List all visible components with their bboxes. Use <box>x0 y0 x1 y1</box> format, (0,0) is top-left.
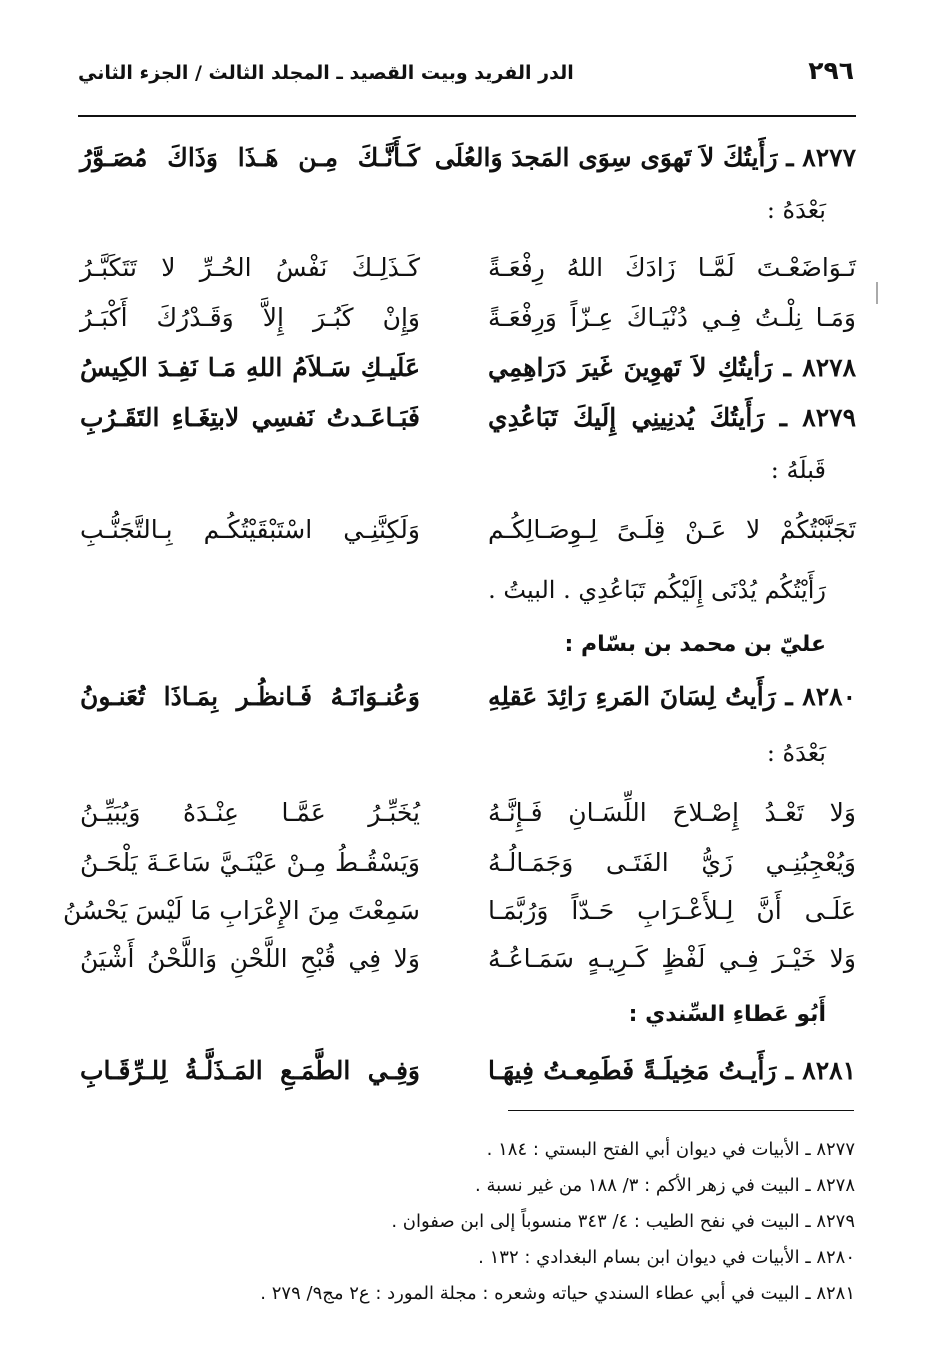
footnote: ٨٢٨٠ ـ الأبيات في ديوان ابن بسام البغدادي : ١٣٢ . <box>478 1247 855 1268</box>
poet-name: عليّ بن محمد بن بسّام : <box>564 632 826 657</box>
second-hemistich: سَمِعْتَ مِنَ الإِعْرَابِ مَا لَيْسَ يَحْسُنُ <box>62 896 420 925</box>
prose-line <box>80 565 856 615</box>
poet-name: أَبُو عَطاءِ السِّندي : <box>628 1002 826 1027</box>
second-hemistich: يُخَبِّـرُ عَمَّـا عِنْـدَهُ وَيُبَيِّـنُ <box>80 798 420 827</box>
label-text: بَعْدَهُ : <box>766 739 826 767</box>
verse-8278 <box>80 343 856 393</box>
verse-line <box>80 934 856 984</box>
footnote: ٨٢٧٩ ـ البيت في نفح الطيب : ٤/ ٣٤٣ منسوباً إلى ابن صفوان . <box>391 1211 855 1232</box>
second-hemistich: فَبَـاعَـدتُ نَفسِي لابتِغَـاءِ التَقَـرُبِ <box>80 403 420 432</box>
first-hemistich: ٨٢٧٧ ـ رَأَيتُكَ لاَ تَهوَى سِوَى المَجدَ وَالعُلَى <box>434 143 856 172</box>
label-line <box>80 728 856 778</box>
label-line <box>80 445 856 495</box>
first-hemistich: ٨٢٨٠ ـ رَأَيتُ لِسَانَ المَرءِ رَائِدَ عَقلِهِ <box>488 682 856 711</box>
footnote: ٨٢٧٨ ـ البيت في زهر الأكم : ٣/ ١٨٨ من غير نسبة . <box>475 1175 855 1196</box>
page-number: ٢٩٦ <box>808 56 854 85</box>
second-hemistich: عَلَيـكِ سَـلاَمُ اللهِ مَـا نَفِـدَ الكِيسُ <box>80 353 420 382</box>
verse-line <box>80 293 856 343</box>
second-hemistich: كَـأَنَّـكَ مِـن هَـذَا وَذَاكَ مُصَـوَّرُ <box>80 143 420 172</box>
label-text: قَبلَهُ : <box>770 456 826 484</box>
poet-heading <box>80 990 856 1040</box>
footnote: ٨٢٧٧ ـ الأبيات في ديوان أبي الفتح البستي : ١٨٤ . <box>486 1139 855 1160</box>
first-hemistich: ٨٢٨١ ـ رَأَيـتُ مَخِيلَـةً فَطَمِعـتُ فِيهَـا <box>488 1056 856 1085</box>
verse-line <box>80 838 856 888</box>
first-hemistich: تَـوَاضَعْـتَ لَمَّـا زَادَكَ اللهُ رِفْعَـةً <box>488 253 856 282</box>
verse-8281 <box>80 1046 856 1096</box>
first-hemistich: وَلا خَيْـرَ فِـي لَفْظٍ كَـرِيـهٍ سَمَـاعُـهُ <box>488 944 856 973</box>
label-line <box>80 185 856 235</box>
verse-line <box>80 788 856 838</box>
verse-8280 <box>80 672 856 722</box>
verse-8277 <box>80 133 856 183</box>
second-hemistich: وَلا فِي قُبْحِ اللَّحْنِ وَاللَّحْنُ أَشْيَنُ <box>80 944 420 973</box>
footnotes <box>75 1132 855 1312</box>
second-hemistich: كَـذَلِـكَ نَفْسُ الحُـرِّ لا تَتَكَبَّـرُ <box>80 253 420 282</box>
first-hemistich: وَمَـا نِلْـتُ فِـي دُنْيَـاكَ عِـزّاً وَرِفْعَـةً <box>488 303 856 332</box>
first-hemistich: ٨٢٧٨ ـ رَأيتُكِ لاَ تَهوِينَ غَيرَ دَرَاهِمِي <box>488 353 856 382</box>
running-title: الدر الفريد وبيت القصيد ـ المجلد الثالث / الجزء الثاني <box>78 62 574 84</box>
second-hemistich: وَيَسْقُـطُ مِـنْ عَيْنَـيَّ سَاعَـةَ يَلْحَـنُ <box>80 848 420 877</box>
second-hemistich: وَفِـي الطَّمَـعِ المَـذَلَّـةُ لِلـرِّقَـابِ <box>80 1056 420 1085</box>
second-hemistich: وَإِنْ كَبُـرَ إِلاَّ وَقَـدْرُكَ أَكْبَـرُ <box>80 303 420 332</box>
verse-line <box>80 505 856 555</box>
header-rule <box>78 115 856 117</box>
poet-heading <box>80 620 856 670</box>
first-hemistich: وَلا تَعْـدُ إِصْـلاحَ اللِّسَـانِ فَـإِنَّـهُ <box>488 798 856 827</box>
footnote-rule <box>508 1110 854 1111</box>
second-hemistich: وَلَكِنَّنِـي اسْتَبْقَيْتُكُـم بِـالتَّجَنُّـبِ <box>80 515 420 544</box>
first-hemistich: وَيُعْجِبُنِـي زَيُّ الفَتَـى وَجَمَـالُـهُ <box>488 848 856 877</box>
verse-8279 <box>80 393 856 443</box>
first-hemistich: تَجَنَّبْتُكُمْ لا عَـنْ قِلَـىً لِـوِصَـالِكُـم <box>488 515 856 544</box>
first-hemistich: ٨٢٧٩ ـ رَأَيتُكَ يُدنِينِي إِلَيكَ تَبَاعُدِي <box>488 403 856 432</box>
prose-text: رَأَيْتُكُم يُدْنَى إِلَيْكُم تَبَاعُدِي . البيتُ . <box>488 576 826 604</box>
verse-line <box>62 886 856 936</box>
margin-mark <box>876 282 878 304</box>
first-hemistich: عَلَـى أَنَّ لِـلأَعْـرَابِ حَـدّاً وَرُبَّمَـا <box>488 896 856 925</box>
label-text: بَعْدَهُ : <box>766 196 826 224</box>
page-header <box>78 56 854 96</box>
footnote: ٨٢٨١ ـ البيت في أبي عطاء السندي حياته وشعره : مجلة المورد : ع٢ مج٩/ ٢٧٩ . <box>260 1283 855 1304</box>
verse-line <box>80 243 856 293</box>
second-hemistich: وَعُنـوَانَـهُ فَـانظُـر بِمَـاذَا تُعَنـونُ <box>80 682 420 711</box>
